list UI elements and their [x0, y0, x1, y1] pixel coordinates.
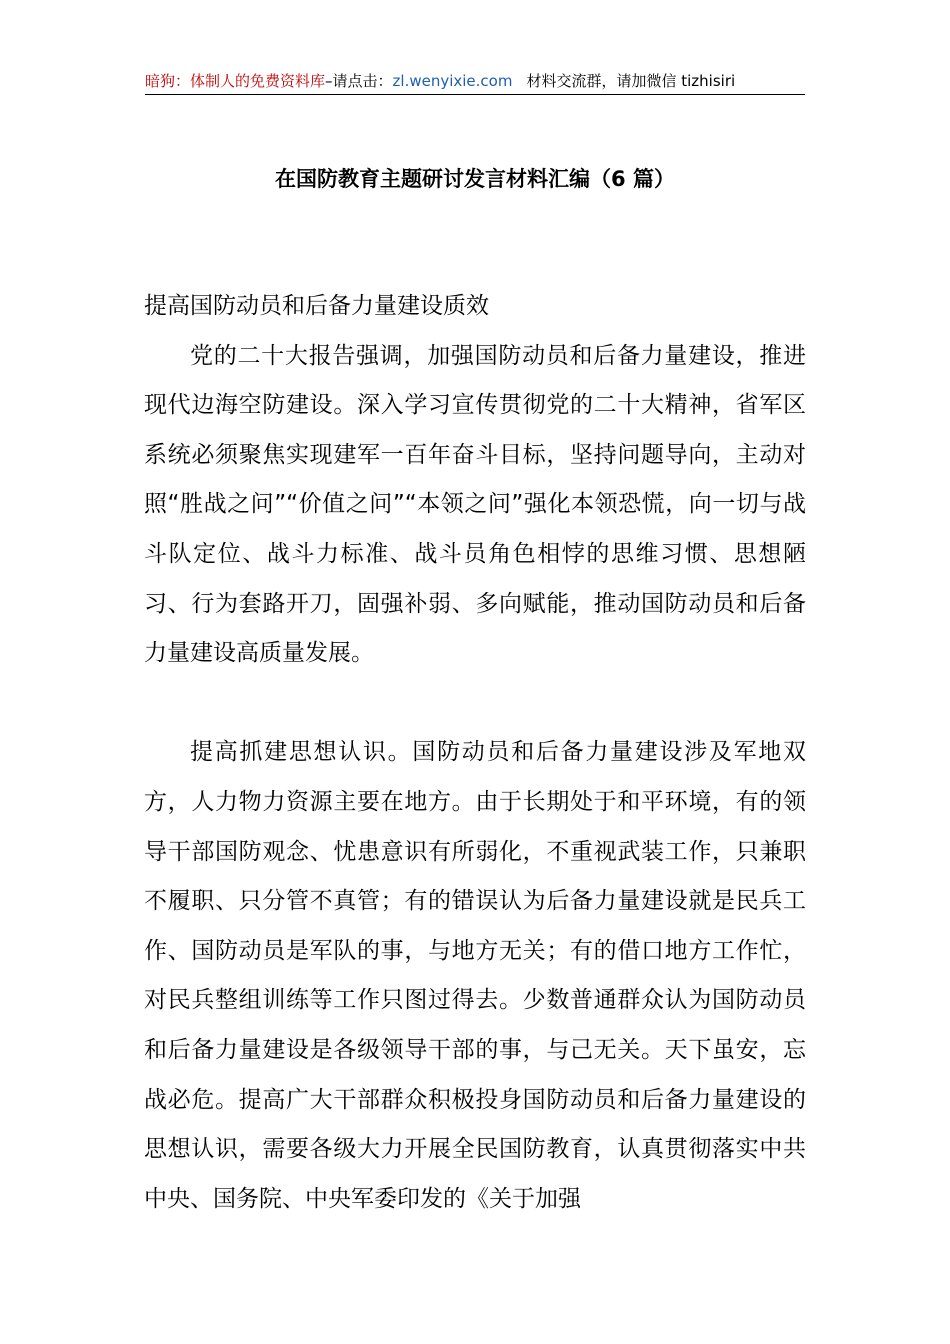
- paragraph-spacer: [144, 679, 806, 729]
- header-brand: 暗狗：体制人的免费资料库: [145, 72, 326, 90]
- page-header: [145, 70, 805, 95]
- document-title: 在国防教育主题研讨发言材料汇编（6 篇）: [275, 167, 675, 191]
- document-body: [144, 282, 806, 1224]
- header-link[interactable]: zl.wenyixie.com: [392, 72, 513, 90]
- header-link-label: –请点击：: [325, 72, 393, 90]
- paragraph-2: 提高抓建思想认识。国防动员和后备力量建设涉及军地双方，人力物力资源主要在地方。由于长期处于和平环境，有的领导干部国防观念、忧患意识有所弱化，不重视武装工作，只兼职不履职、只分管不真管；有的错误认为后备力量建设就是民兵工作、国防动员是军队的事，与地方无关；有的借口地方工作忙，对民兵整组训练等工作只图过得去。少数普通群众认为国防动员和后备力量建设是各级领导干部的事，与己无关。天下虽安，忘战必危。提高广大干部群众积极投身国防动员和后备力量建设的思想认识，需要各级大力开展全民国防教育，认真贯彻落实中共中央、国务院、中央军委印发的《关于加强: [144, 739, 806, 1212]
- section-title: 提高国防动员和后备力量建设质效: [144, 293, 489, 319]
- header-contact: 材料交流群，请加微信 tizhisiri: [526, 72, 736, 90]
- paragraph-1: 党的二十大报告强调，加强国防动员和后备力量建设，推进现代边海空防建设。深入学习宣传贯彻党的二十大精神，省军区系统必须聚焦实现建军一百年奋斗目标，坚持问题导向，主动对照“胜战之问”“价值之问”“本领之问”强化本领恐慌，向一切与战斗队定位、战斗力标准、战斗员角色相悖的思维习惯、思想陋习、行为套路开刀，固强补弱、多向赋能，推动国防动员和后备力量建设高质量发展。: [144, 342, 806, 667]
